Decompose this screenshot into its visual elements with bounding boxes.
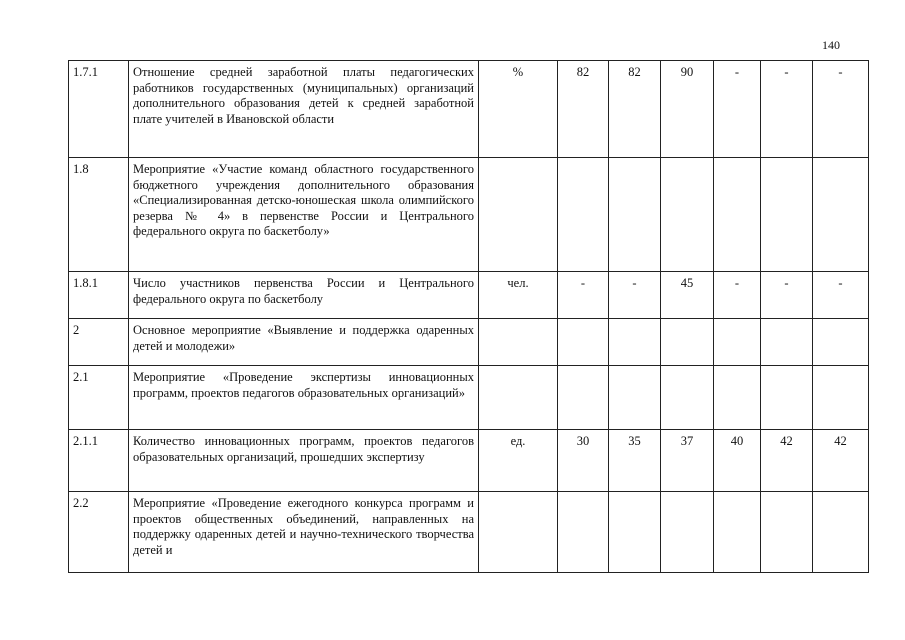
row-unit: чел. — [479, 272, 558, 319]
row-unit — [479, 492, 558, 573]
value-cell — [661, 366, 714, 430]
value-cell — [558, 492, 609, 573]
value-cell: 82 — [609, 61, 661, 158]
row-number: 1.8.1 — [69, 272, 129, 319]
value-cell — [714, 158, 761, 272]
value-cell — [761, 158, 813, 272]
value-cell: 40 — [714, 430, 761, 492]
row-number: 2.1 — [69, 366, 129, 430]
row-number: 1.7.1 — [69, 61, 129, 158]
row-description: Основное мероприятие «Выявление и поддержка одаренных детей и молодежи» — [129, 319, 479, 366]
table-row — [69, 430, 869, 492]
row-unit — [479, 319, 558, 366]
table-row — [69, 319, 869, 366]
value-cell — [813, 366, 869, 430]
value-cell — [813, 158, 869, 272]
row-description: Число участников первенства России и Центрального федерального округа по баскетболу — [129, 272, 479, 319]
value-cell: - — [714, 61, 761, 158]
value-cell: 82 — [558, 61, 609, 158]
value-cell: - — [558, 272, 609, 319]
value-cell: - — [714, 272, 761, 319]
row-number: 1.8 — [69, 158, 129, 272]
value-cell: - — [813, 61, 869, 158]
value-cell: - — [813, 272, 869, 319]
value-cell: 45 — [661, 272, 714, 319]
value-cell — [813, 319, 869, 366]
row-unit: % — [479, 61, 558, 158]
table-row — [69, 158, 869, 272]
value-cell: 35 — [609, 430, 661, 492]
value-cell: - — [761, 61, 813, 158]
value-cell: 42 — [813, 430, 869, 492]
value-cell — [714, 366, 761, 430]
value-cell: 30 — [558, 430, 609, 492]
value-cell — [761, 319, 813, 366]
value-cell — [661, 158, 714, 272]
value-cell — [558, 158, 609, 272]
row-description: Мероприятие «Участие команд областного государственного бюджетного учреждения дополнительного образования «Специализированная детско-юношеская школа олимпийского резерва № 4» в первенстве России и Центрального федерального округа по баскетболу» — [129, 158, 479, 272]
value-cell — [714, 319, 761, 366]
value-cell — [609, 319, 661, 366]
value-cell — [761, 492, 813, 573]
table-row — [69, 366, 869, 430]
page-number: 140 — [822, 38, 840, 52]
row-description: Отношение средней заработной платы педагогических работников государственных (муниципальных) организаций дополнительного образования детей к средней заработной плате учителей в Ивановской области — [129, 61, 479, 158]
value-cell: - — [609, 272, 661, 319]
row-description: Мероприятие «Проведение экспертизы инновационных программ, проектов педагогов образовательных организаций» — [129, 366, 479, 430]
value-cell — [558, 319, 609, 366]
row-description: Мероприятие «Проведение ежегодного конкурса программ и проектов общественных объединений, направленных на поддержку одаренных детей и научно-технического творчества детей и — [129, 492, 479, 573]
value-cell — [609, 158, 661, 272]
value-cell — [761, 366, 813, 430]
value-cell — [558, 366, 609, 430]
value-cell — [813, 492, 869, 573]
value-cell: 90 — [661, 61, 714, 158]
row-number: 2.1.1 — [69, 430, 129, 492]
row-description: Количество инновационных программ, проектов педагогов образовательных организаций, прошедших экспертизу — [129, 430, 479, 492]
row-unit — [479, 158, 558, 272]
row-number: 2.2 — [69, 492, 129, 573]
value-cell — [661, 492, 714, 573]
value-cell: 42 — [761, 430, 813, 492]
value-cell — [714, 492, 761, 573]
value-cell: - — [761, 272, 813, 319]
table-row — [69, 61, 869, 158]
indicators-table — [68, 60, 869, 573]
row-number: 2 — [69, 319, 129, 366]
value-cell — [609, 366, 661, 430]
value-cell — [661, 319, 714, 366]
row-unit — [479, 366, 558, 430]
row-unit: ед. — [479, 430, 558, 492]
table-row — [69, 492, 869, 573]
value-cell: 37 — [661, 430, 714, 492]
value-cell — [609, 492, 661, 573]
table-row — [69, 272, 869, 319]
